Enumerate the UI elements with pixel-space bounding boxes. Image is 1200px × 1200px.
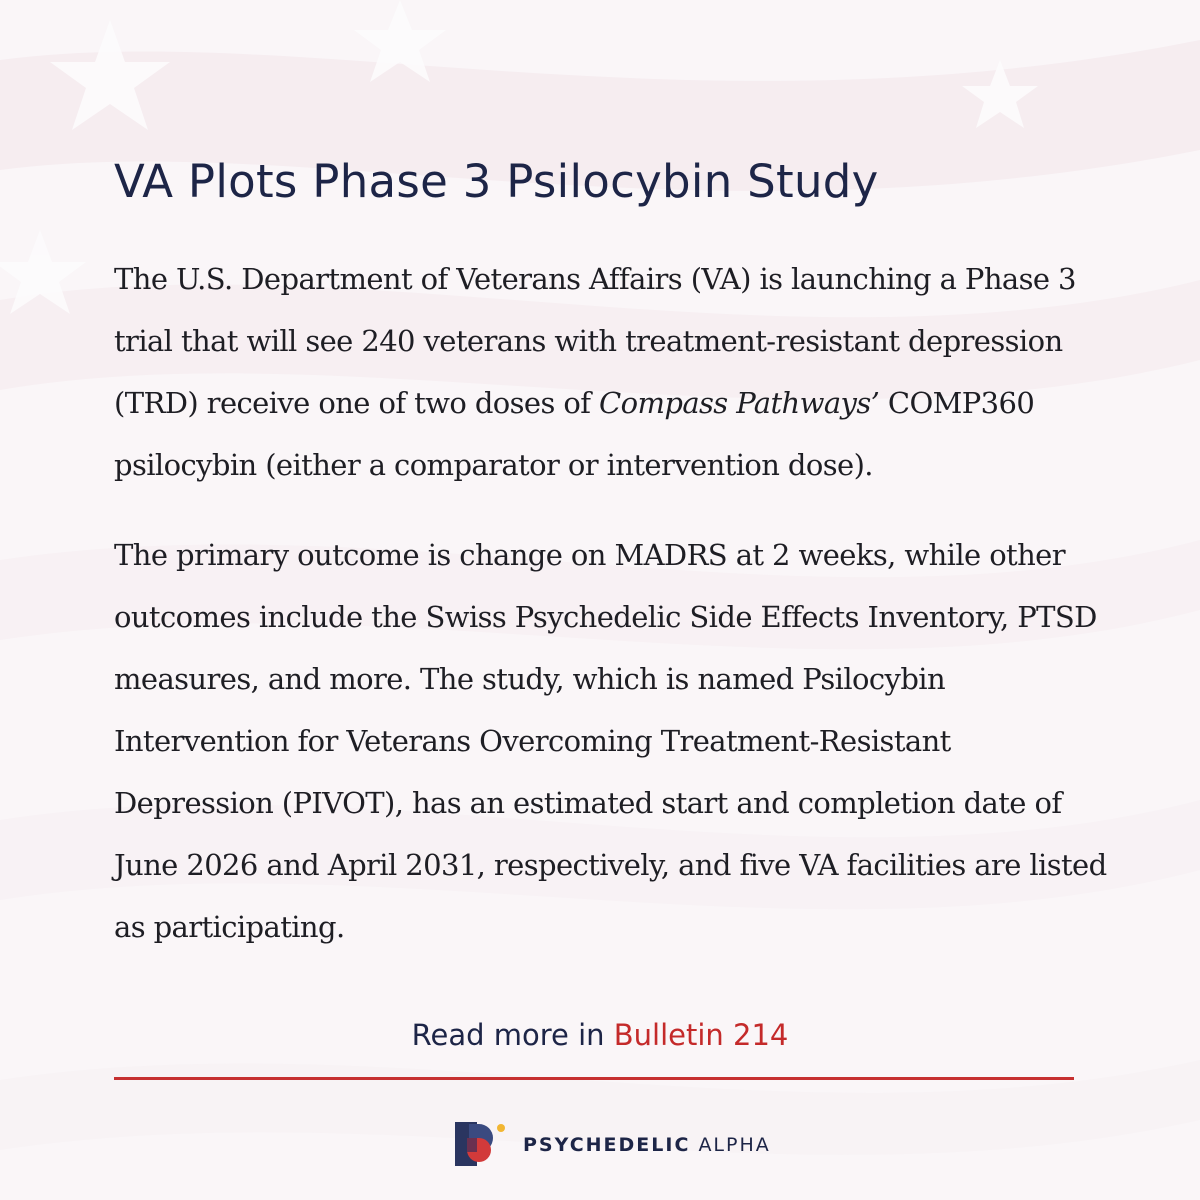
intro-line-3-pre: (TRD) receive one of two doses of: [114, 386, 600, 420]
intro-line-3-post: COMP360: [879, 386, 1035, 420]
intro-line-3: [114, 372, 1076, 434]
details-line-5: Depression (PIVOT), has an estimated start and completion date of: [114, 786, 1062, 820]
brand-footer: [455, 1122, 771, 1168]
headline: VA Plots Phase 3 Psilocybin Study: [114, 155, 879, 208]
intro-line-4: psilocybin (either a comparator or intervention dose).: [114, 448, 873, 482]
read-more-callout: [0, 1013, 1200, 1057]
divider: [114, 1077, 1074, 1080]
bulletin-link[interactable]: Bulletin 214: [613, 1018, 789, 1052]
psychedelic-alpha-logo-icon: [455, 1122, 509, 1168]
details-line-2: outcomes include the Swiss Psychedelic Side Effects Inventory, PTSD: [114, 600, 1097, 634]
intro-line-1: The U.S. Department of Veterans Affairs (VA) is launching a Phase 3: [114, 262, 1076, 296]
company-name: Compass Pathways’: [599, 386, 880, 420]
details-line-7: as participating.: [114, 910, 345, 944]
intro-paragraph: [114, 248, 1076, 496]
details-line-6: June 2026 and April 2031, respectively, and five VA facilities are listed: [114, 848, 1107, 882]
details-line-3: measures, and more. The study, which is named Psilocybin: [114, 662, 946, 696]
brand-wordmark: [523, 1134, 771, 1156]
brand-name-bold: PSYCHEDELIC: [523, 1134, 691, 1156]
details-line-1: The primary outcome is change on MADRS at 2 weeks, while other: [114, 538, 1066, 572]
brand-name-light: ALPHA: [698, 1134, 771, 1156]
details-paragraph: [114, 524, 1107, 958]
read-more-prefix: Read more in: [411, 1018, 614, 1052]
intro-line-2: trial that will see 240 veterans with treatment-resistant depression: [114, 324, 1063, 358]
details-line-4: Intervention for Veterans Overcoming Treatment-Resistant: [114, 724, 951, 758]
